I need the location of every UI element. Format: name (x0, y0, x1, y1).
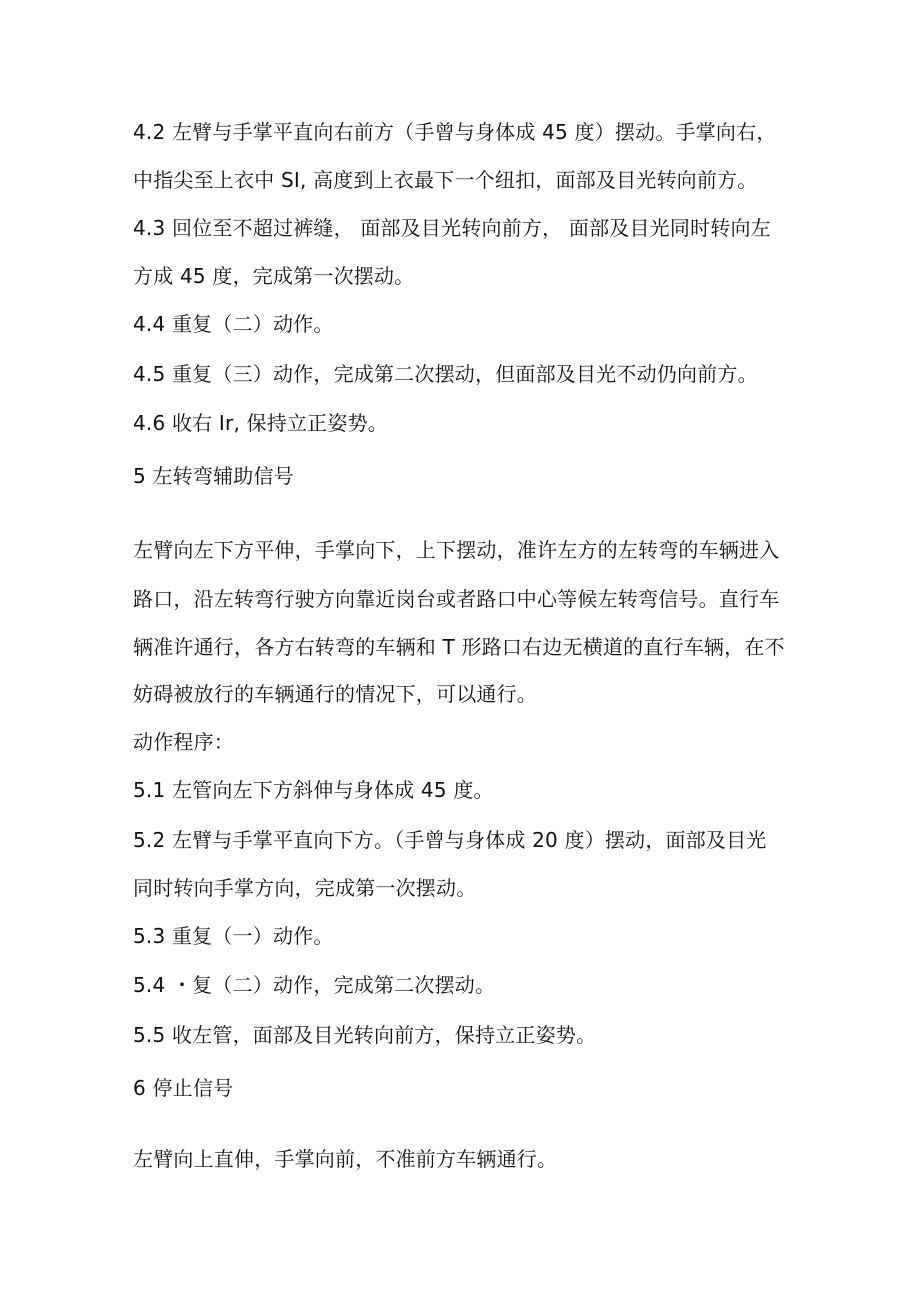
text-line-5-2-a: 5.2 左臂与手掌平直向下方。（手曾与身体成 20 度）摆动，面部及目光 (133, 828, 767, 852)
paragraph-6-line-1: 左臂向上直伸，手掌向前，不准前方车辆通行。 (133, 1147, 558, 1171)
text-line-4-3-b: 方成 45 度，完成第一次摆动。 (133, 264, 415, 288)
paragraph-5-line-4: 妨碍被放行的车辆通行的情况下，可以通行。 (133, 682, 537, 706)
text-line-5-3: 5.3 重复（一）动作。 (133, 924, 334, 948)
text-line-4-3-a: 4.3 回位至不超过裤缝， 面部及目光转向前方， 面部及目光同时转向左 (133, 216, 771, 240)
text-line-5-5: 5.5 收左管，面部及目光转向前方，保持立正姿势。 (133, 1023, 597, 1047)
text-line-5-2-b: 同时转向手掌方向，完成第一次摆动。 (133, 876, 477, 900)
text-line-5-1: 5.1 左管向左下方斜伸与身体成 45 度。 (133, 778, 494, 802)
paragraph-5-line-2: 路口，沿左转弯行驶方向靠近岗台或者路口中心等候左转弯信号。直行车 (133, 587, 780, 611)
procedure-label: 动作程序： (133, 730, 234, 754)
text-line-4-2-b: 中指尖至上衣中 SI, 高度到上衣最下一个纽扣，面部及目光转向前方。 (133, 168, 758, 192)
section-heading-6: 6 停止信号 (133, 1076, 234, 1100)
text-line-4-2-a: 4.2 左臂与手掌平直向右前方（手曾与身体成 45 度）摆动。手掌向右， (133, 120, 777, 144)
text-line-4-6: 4.6 收右 Ir, 保持立正姿势。 (133, 411, 388, 435)
paragraph-5-line-1: 左臂向左下方平伸，手掌向下，上下摆动，准许左方的左转弯的车辆进入 (133, 538, 780, 562)
text-line-4-5: 4.5 重复（三）动作，完成第二次摆动，但面部及目光不动仍向前方。 (133, 362, 758, 386)
section-heading-5: 5 左转弯辅助信号 (133, 464, 294, 488)
text-line-5-4: 5.4 ・复（二）动作，完成第二次摆动。 (133, 973, 496, 997)
text-line-4-4: 4.4 重复（二）动作。 (133, 312, 334, 336)
paragraph-5-line-3: 辆准许通行，各方右转弯的车辆和 T 形路口右边无横道的直行车辆，在不 (133, 635, 785, 659)
